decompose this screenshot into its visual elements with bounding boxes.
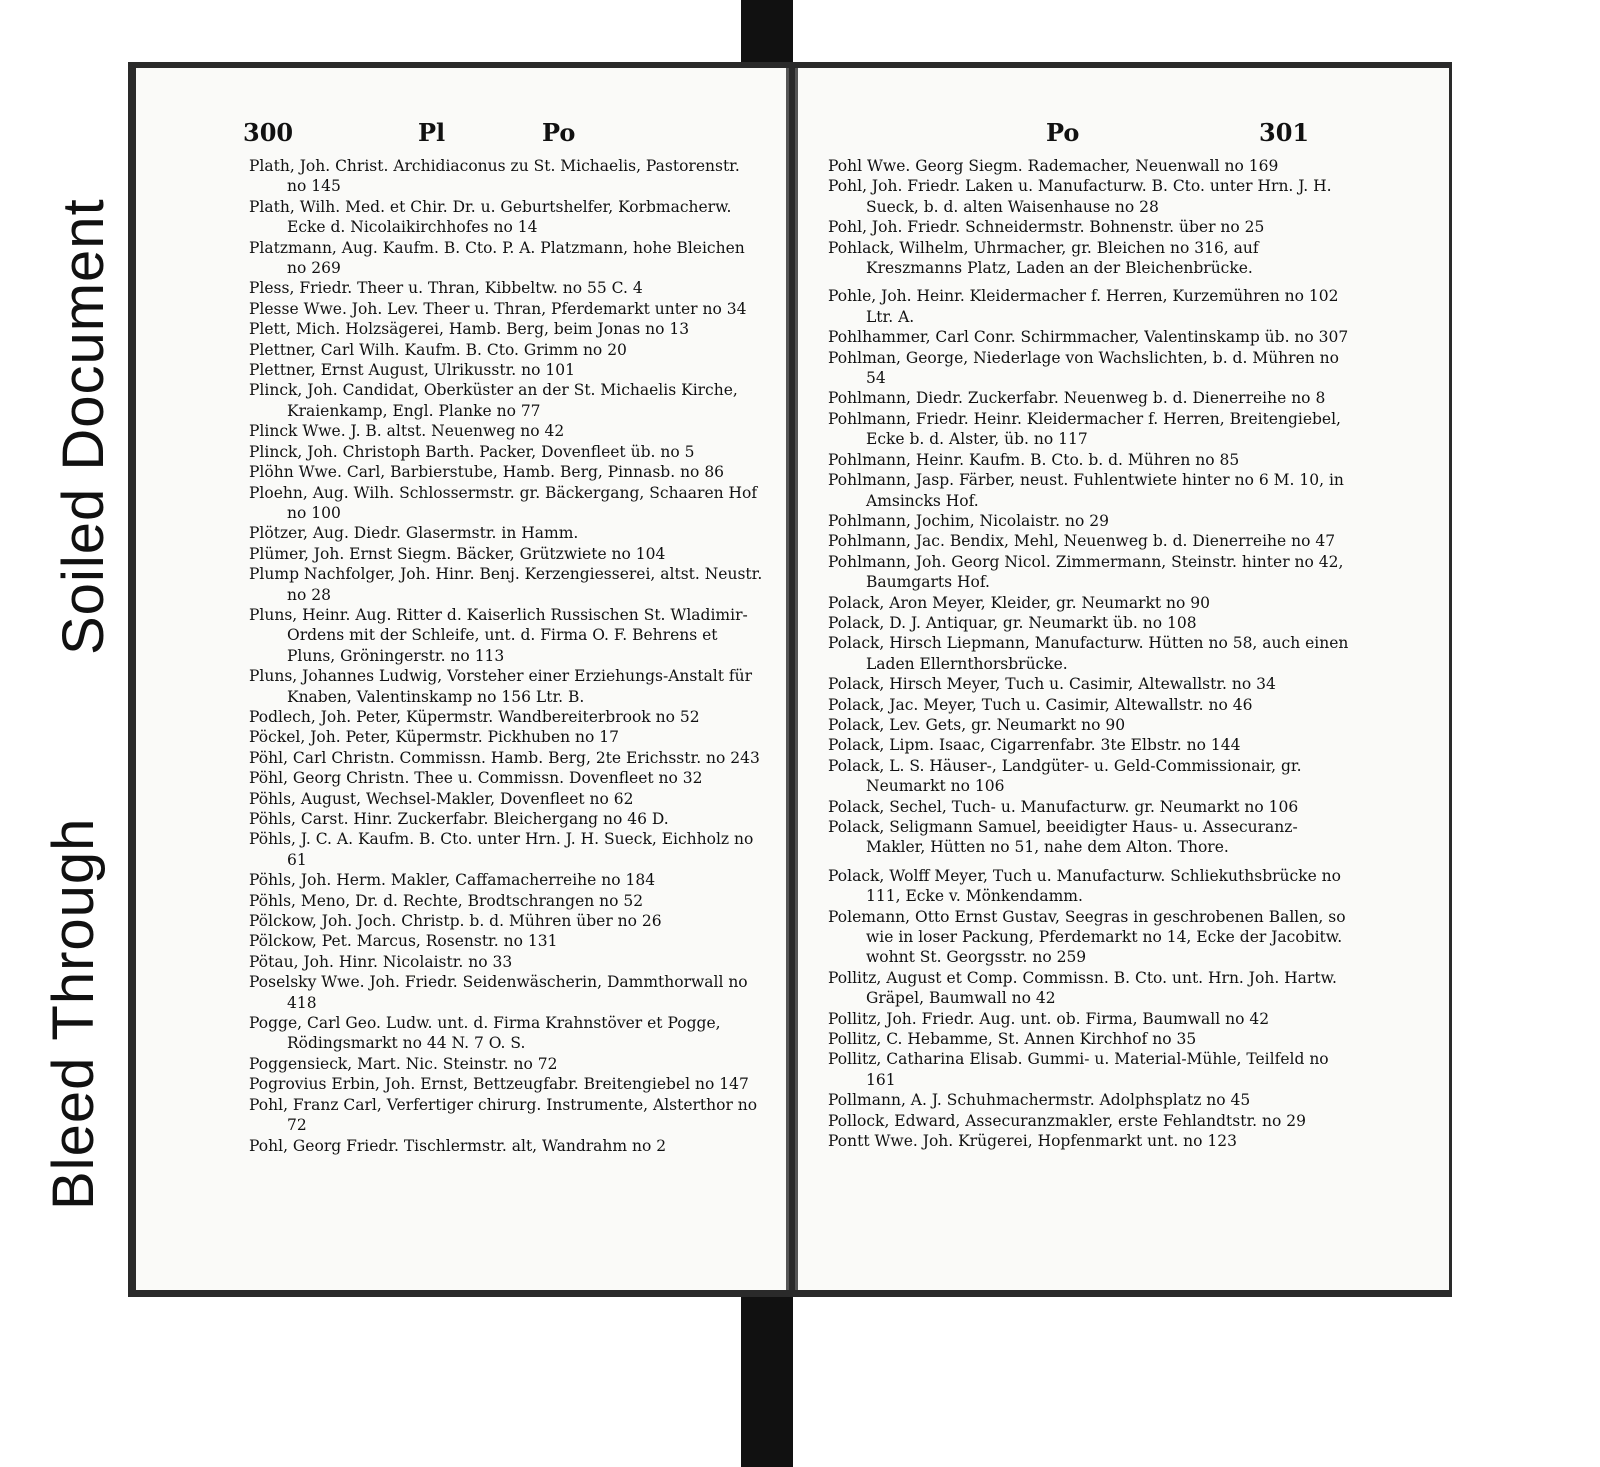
directory-entry: Plump Nachfolger, Joh. Hinr. Benj. Kerzengiesserei, altst. Neustr. no 28 bbox=[249, 565, 763, 604]
directory-entry: Polack, Hirsch Liepmann, Manufacturw. Hütten no 58, auch einen Laden Ellernthorsbrücke. bbox=[828, 634, 1349, 673]
directory-entry: Pohle, Joh. Heinr. Kleidermacher f. Herren, Kurzemühren no 102 Ltr. A. bbox=[828, 287, 1339, 326]
directory-entry: Pohlhammer, Carl Conr. Schirmmacher, Valentinskamp üb. no 307 bbox=[828, 328, 1349, 347]
directory-entry: Plesse Wwe. Joh. Lev. Theer u. Thran, Pferdemarkt unter no 34 bbox=[249, 299, 747, 318]
directory-entry: Pohlmann, Jochim, Nicolaistr. no 29 bbox=[828, 511, 1109, 530]
directory-entry: Polack, Seligmann Samuel, beeidigter Haus- u. Assecuranz-Makler, Hütten no 51, nahe dem Alton. Thore. bbox=[828, 818, 1298, 857]
directory-entry: Plettner, Carl Wilh. Kaufm. B. Cto. Grimm no 20 bbox=[249, 340, 627, 359]
header-key-left: Pl bbox=[418, 118, 446, 147]
directory-entry: Pohl, Joh. Friedr. Laken u. Manufacturw. B. Cto. unter Hrn. J. H. Sueck, b. d. alten Waisenhause no 28 bbox=[828, 177, 1332, 216]
page-number: 300 bbox=[243, 118, 294, 147]
directory-entry: Pless, Friedr. Theer u. Thran, Kibbeltw. no 55 C. 4 bbox=[249, 279, 643, 298]
directory-entry: Pohlmann, Heinr. Kaufm. B. Cto. b. d. Mühren no 85 bbox=[828, 450, 1240, 469]
directory-entry: Pöhl, Carl Christn. Commissn. Hamb. Berg, 2te Erichsstr. no 243 bbox=[249, 748, 760, 767]
directory-entries bbox=[249, 156, 764, 1156]
directory-entry: Poselsky Wwe. Joh. Friedr. Seidenwäscherin, Dammthorwall no 418 bbox=[249, 973, 748, 1012]
directory-entry: Plötzer, Aug. Diedr. Glasermstr. in Hamm. bbox=[249, 524, 579, 543]
directory-entry: Pöhls, Carst. Hinr. Zuckerfabr. Bleichergang no 46 D. bbox=[249, 810, 669, 828]
directory-entry: Plett, Mich. Holzsägerei, Hamb. Berg, beim Jonas no 13 bbox=[249, 320, 690, 339]
directory-entry: Pölckow, Joh. Joch. Christp. b. d. Mühren über no 26 bbox=[249, 912, 662, 931]
directory-entry: Pohl, Joh. Friedr. Schneidermstr. Bohnenstr. über no 25 bbox=[828, 218, 1265, 237]
directory-entry: Pohlmann, Jasp. Färber, neust. Fuhlentwiete hinter no 6 M. 10, in Amsincks Hof. bbox=[828, 471, 1344, 510]
directory-entry: Pohlmann, Jac. Bendix, Mehl, Neuenweg b. d. Dienerreihe no 47 bbox=[828, 532, 1336, 551]
directory-entry: Pohlmann, Joh. Georg Nicol. Zimmermann, Steinstr. hinter no 42, Baumgarts Hof. bbox=[828, 552, 1344, 592]
directory-entry: Pohlack, Wilhelm, Uhrmacher, gr. Bleichen no 316, auf Kreszmanns Platz, Laden an der Bleichenbrücke. bbox=[828, 238, 1259, 278]
directory-entry: Pogge, Carl Geo. Ludw. unt. d. Firma Krahnstöver et Pogge, Rödingsmarkt no 44 N. 7 O. S. bbox=[249, 1014, 721, 1053]
directory-entry: Polack, Aron Meyer, Kleider, gr. Neumarkt no 90 bbox=[828, 593, 1211, 612]
directory-entry: Pöhl, Georg Christn. Thee u. Commissn. Dovenfleet no 32 bbox=[249, 769, 703, 788]
directory-entry: Pohl, Georg Friedr. Tischlermstr. alt, Wandrahm no 2 bbox=[249, 1136, 667, 1155]
directory-entry: Pluns, Johannes Ludwig, Vorsteher einer Erziehungs-Anstalt für Knaben, Valentinskamp no 156 Ltr. B. bbox=[249, 667, 753, 706]
directory-entry: Polack, Jac. Meyer, Tuch u. Casimir, Altewallstr. no 46 bbox=[828, 695, 1253, 714]
directory-entry: Pöhls, Joh. Herm. Makler, Caffamacherreihe no 184 bbox=[249, 871, 656, 890]
directory-entry: Plinck Wwe. J. B. altst. Neuenweg no 42 bbox=[249, 422, 565, 441]
directory-entry: Pöhls, August, Wechsel-Makler, Dovenfleet no 62 bbox=[249, 789, 634, 808]
directory-entry: Pöhls, J. C. A. Kaufm. B. Cto. unter Hrn. J. H. Sueck, Eichholz no 61 bbox=[249, 830, 754, 869]
directory-entry: Plath, Joh. Christ. Archidiaconus zu St. Michaelis, Pastorenstr. no 145 bbox=[249, 157, 740, 196]
directory-entry: Pogrovius Erbin, Joh. Ernst, Bettzeugfabr. Breitengiebel no 147 bbox=[249, 1075, 749, 1094]
header-key: Po bbox=[1046, 118, 1080, 147]
directory-entry: Plettner, Ernst August, Ulrikusstr. no 101 bbox=[249, 361, 575, 380]
directory-entry: Pohl, Franz Carl, Verfertiger chirurg. Instrumente, Alsterthor no 72 bbox=[249, 1095, 758, 1135]
directory-entry: Plath, Wilh. Med. et Chir. Dr. u. Geburtshelfer, Korbmacherw. Ecke d. Nicolaikirchhofes no 14 bbox=[249, 197, 732, 237]
directory-entry: Polemann, Otto Ernst Gustav, Seegras in geschrobenen Ballen, so wie in loser Packung, Pferdemarkt no 14, Ecke der Jacobitw. wohnt St. Georgsstr. no 259 bbox=[828, 907, 1346, 967]
directory-entry: Polack, Lipm. Isaac, Cigarrenfabr. 3te Elbstr. no 144 bbox=[828, 736, 1241, 755]
directory-entry: Polack, Wolff Meyer, Tuch u. Manufacturw. Schliekuthsbrücke no 111, Ecke v. Mönkendamm. bbox=[828, 866, 1341, 906]
directory-entry: Pluns, Heinr. Aug. Ritter d. Kaiserlich Russischen St. Wladimir-Ordens mit der Schleife, unt. d. Firma O. F. Behrens et Pluns, Gröningerstr. no 113 bbox=[249, 605, 748, 665]
book-spine-bottom bbox=[741, 1285, 793, 1467]
directory-entry: Ploehn, Aug. Wilh. Schlossermstr. gr. Bäckergang, Schaaren Hof no 100 bbox=[249, 483, 758, 522]
directory-entry: Polack, D. J. Antiquar, gr. Neumarkt üb. no 108 bbox=[828, 613, 1197, 632]
directory-entry: Pöckel, Joh. Peter, Küpermstr. Pickhuben no 17 bbox=[249, 728, 620, 747]
directory-entry: Podlech, Joh. Peter, Küpermstr. Wandbereiterbrook no 52 bbox=[249, 707, 700, 726]
directory-entry: Pollitz, August et Comp. Commissn. B. Cto. unt. Hrn. Joh. Hartw. Gräpel, Baumwall no 42 bbox=[828, 968, 1337, 1008]
left-page bbox=[136, 68, 789, 1290]
directory-entry: Pölckow, Pet. Marcus, Rosenstr. no 131 bbox=[249, 932, 558, 951]
directory-entry: Polack, Sechel, Tuch- u. Manufacturw. gr. Neumarkt no 106 bbox=[828, 797, 1299, 816]
directory-entry: Polack, Lev. Gets, gr. Neumarkt no 90 bbox=[828, 715, 1126, 734]
directory-entry: Plinck, Joh. Candidat, Oberküster an der St. Michaelis Kirche, Kraienkamp, Engl. Planke no 77 bbox=[249, 381, 738, 420]
directory-entry: Plümer, Joh. Ernst Siegm. Bäcker, Grützwiete no 104 bbox=[249, 544, 666, 563]
directory-entry: Pohlmann, Diedr. Zuckerfabr. Neuenweg b. d. Dienerreihe no 8 bbox=[828, 389, 1326, 408]
directory-entry: Pontt Wwe. Joh. Krügerei, Hopfenmarkt unt. no 123 bbox=[828, 1132, 1238, 1151]
directory-entry: Pollitz, C. Hebamme, St. Annen Kirchhof no 35 bbox=[828, 1030, 1197, 1049]
directory-entry: Polack, L. S. Häuser-, Landgüter- u. Geld-Commissionair, gr. Neumarkt no 106 bbox=[828, 756, 1302, 796]
directory-entry: Pöhls, Meno, Dr. d. Rechte, Brodtschrangen no 52 bbox=[249, 891, 644, 910]
directory-entry: Plinck, Joh. Christoph Barth. Packer, Dovenfleet üb. no 5 bbox=[249, 442, 695, 461]
directory-entry: Pollmann, A. J. Schuhmachermstr. Adolphsplatz no 45 bbox=[828, 1091, 1251, 1110]
directory-entry: Pohl Wwe. Georg Siegm. Rademacher, Neuenwall no 169 bbox=[828, 157, 1279, 175]
directory-entry: Pohlmann, Friedr. Heinr. Kleidermacher f. Herren, Breitengiebel, Ecke b. d. Alster, üb. no 117 bbox=[828, 409, 1341, 449]
header-key-right: Po bbox=[542, 118, 576, 147]
directory-entry: Pötau, Joh. Hinr. Nicolaistr. no 33 bbox=[249, 952, 513, 971]
directory-entry: Pollitz, Catharina Elisab. Gummi- u. Material-Mühle, Teilfeld no 161 bbox=[828, 1050, 1329, 1089]
directory-entry: Plöhn Wwe. Carl, Barbierstube, Hamb. Berg, Pinnasb. no 86 bbox=[249, 463, 725, 482]
directory-entry: Platzmann, Aug. Kaufm. B. Cto. P. A. Platzmann, hohe Bleichen no 269 bbox=[249, 238, 745, 278]
directory-entry: Pohlman, George, Niederlage von Wachslichten, b. d. Mühren no 54 bbox=[828, 348, 1339, 388]
directory-entry: Pollock, Edward, Assecuranzmakler, erste Fehlandtstr. no 29 bbox=[828, 1111, 1306, 1130]
soiled-document-label: Soiled Document bbox=[51, 198, 116, 655]
directory-entry: Polack, Hirsch Meyer, Tuch u. Casimir, Altewallstr. no 34 bbox=[828, 675, 1276, 694]
directory-entries bbox=[828, 156, 1350, 1152]
bleed-through-label: Bleed Through bbox=[41, 817, 106, 1210]
right-page bbox=[795, 68, 1449, 1290]
page-number: 301 bbox=[1259, 118, 1310, 147]
directory-entry: Poggensieck, Mart. Nic. Steinstr. no 72 bbox=[249, 1054, 558, 1073]
directory-entry: Pollitz, Joh. Friedr. Aug. unt. ob. Firma, Baumwall no 42 bbox=[828, 1009, 1270, 1028]
